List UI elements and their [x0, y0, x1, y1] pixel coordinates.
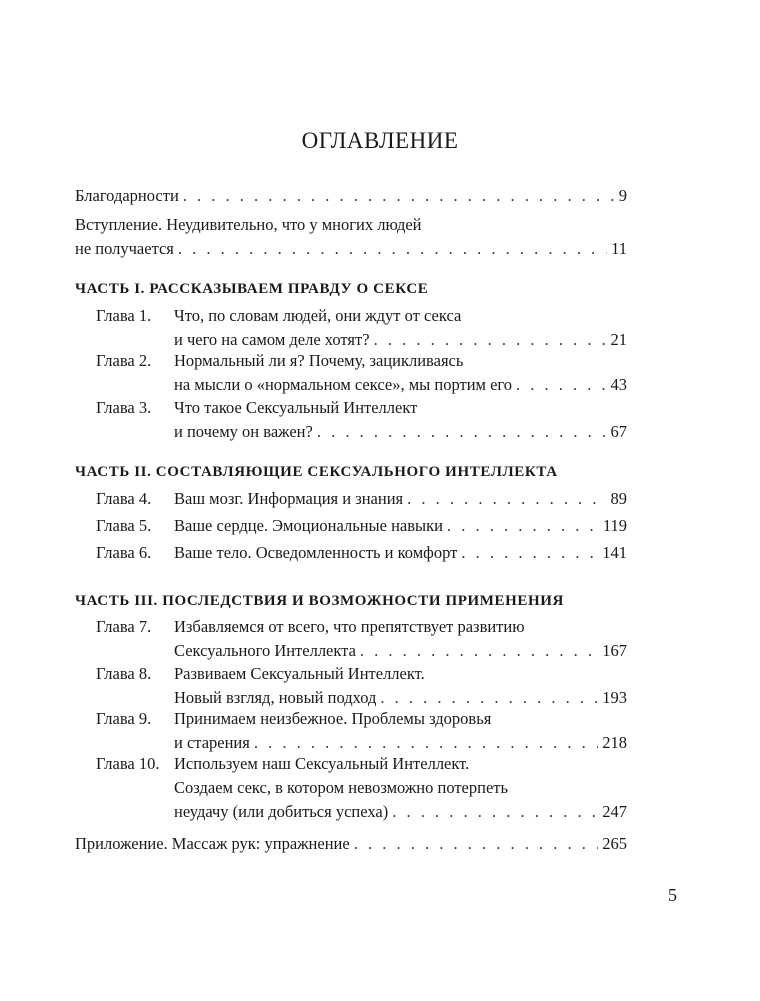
entry-page: 21: [610, 330, 627, 349]
dot-leader: [516, 373, 606, 397]
entry-page: 167: [602, 641, 627, 660]
entry-page: 193: [602, 688, 627, 707]
chapter-label: Глава 6.: [96, 543, 152, 562]
entry-text: Развиваем Сексуальный Интеллект.: [174, 664, 425, 683]
page-title: ОГЛАВЛЕНИЕ: [301, 128, 459, 153]
entry-text: Что такое Сексуальный Интеллект: [174, 398, 418, 417]
toc-entry-chapter: [96, 396, 627, 444]
entry-page: 9: [618, 186, 627, 205]
entry-text: Новый взгляд, новый подход: [174, 688, 377, 707]
dot-leader: [461, 541, 598, 565]
toc-entry-chapter: [96, 707, 627, 755]
entry-page: 43: [610, 375, 627, 394]
toc-entry-chapter: [96, 514, 627, 538]
toc-entry-chapter: [96, 541, 627, 565]
dot-leader: [354, 832, 599, 856]
entry-text: Нормальный ли я? Почему, зацикливаясь: [174, 351, 464, 370]
chapter-label: Глава 10.: [96, 754, 160, 773]
entry-text: Ваш мозг. Информация и знания: [174, 489, 404, 508]
dot-leader: [407, 487, 606, 511]
entry-text: и чего на самом деле хотят?: [174, 330, 370, 349]
entry-text: на мысли о «нормальном сексе», мы портим его: [174, 375, 513, 394]
toc-entry-acknowledgements: [75, 184, 627, 208]
entry-text: Вступление. Неудивительно, что у многих людей: [75, 215, 422, 234]
dot-leader: [317, 420, 607, 444]
toc-entry-chapter: [96, 662, 627, 710]
entry-page: 119: [602, 516, 627, 535]
chapter-label: Глава 8.: [96, 664, 152, 683]
entry-page: 141: [602, 543, 627, 562]
entry-text: Сексуального Интеллекта: [174, 641, 356, 660]
entry-text: Ваше тело. Осведомленность и комфорт: [174, 543, 458, 562]
toc-entry-chapter: [96, 349, 627, 397]
entry-text: и почему он важен?: [174, 422, 313, 441]
dot-leader: [360, 639, 598, 663]
toc-entry-chapter: [96, 615, 627, 663]
entry-text: Ваше сердце. Эмоциональные навыки: [174, 516, 443, 535]
entry-text: Приложение. Массаж рук: упражнение: [75, 834, 350, 853]
entry-text: Избавляемся от всего, что препятствует развитию: [174, 617, 525, 636]
part-title: ЧАСТЬ III. ПОСЛЕДСТВИЯ И ВОЗМОЖНОСТИ ПРИМЕНЕНИЯ: [75, 593, 564, 609]
toc-entry-chapter: [96, 752, 627, 824]
chapter-label: Глава 3.: [96, 398, 152, 417]
part-title: ЧАСТЬ I. РАССКАЗЫВАЕМ ПРАВДУ О СЕКСЕ: [75, 281, 429, 297]
entry-page: 218: [602, 733, 627, 752]
chapter-label: Глава 2.: [96, 351, 152, 370]
dot-leader: [447, 514, 599, 538]
toc-entry-introduction: [75, 213, 627, 261]
dot-leader: [178, 237, 607, 261]
toc-entry-appendix: [75, 832, 627, 856]
chapter-label: Глава 1.: [96, 306, 152, 325]
chapter-label: Глава 4.: [96, 489, 152, 508]
entry-text: Принимаем неизбежное. Проблемы здоровья: [174, 709, 492, 728]
entry-page: 89: [610, 489, 627, 508]
entry-text: и старения: [174, 733, 250, 752]
entry-text: Создаем секс, в котором невозможно потерпеть: [174, 778, 509, 797]
entry-page: 265: [602, 834, 627, 853]
toc-entry-chapter: [96, 487, 627, 511]
part-title: ЧАСТЬ II. СОСТАВЛЯЮЩИЕ СЕКСУАЛЬНОГО ИНТЕЛЛЕКТА: [75, 464, 558, 480]
toc-entry-chapter: [96, 304, 627, 352]
entry-text: Что, по словам людей, они ждут от секса: [174, 306, 462, 325]
chapter-label: Глава 9.: [96, 709, 152, 728]
entry-text: неудачу (или добиться успеха): [174, 802, 389, 821]
chapter-label: Глава 5.: [96, 516, 152, 535]
entry-text: Благодарности: [75, 186, 179, 205]
entry-text: не получается: [75, 239, 174, 258]
entry-page: 11: [611, 239, 627, 258]
entry-page: 67: [610, 422, 627, 441]
page-number: 5: [668, 885, 677, 905]
chapter-label: Глава 7.: [96, 617, 152, 636]
dot-leader: [183, 184, 615, 208]
entry-text: Используем наш Сексуальный Интеллект.: [174, 754, 470, 773]
dot-leader: [392, 800, 598, 824]
entry-page: 247: [602, 802, 627, 821]
